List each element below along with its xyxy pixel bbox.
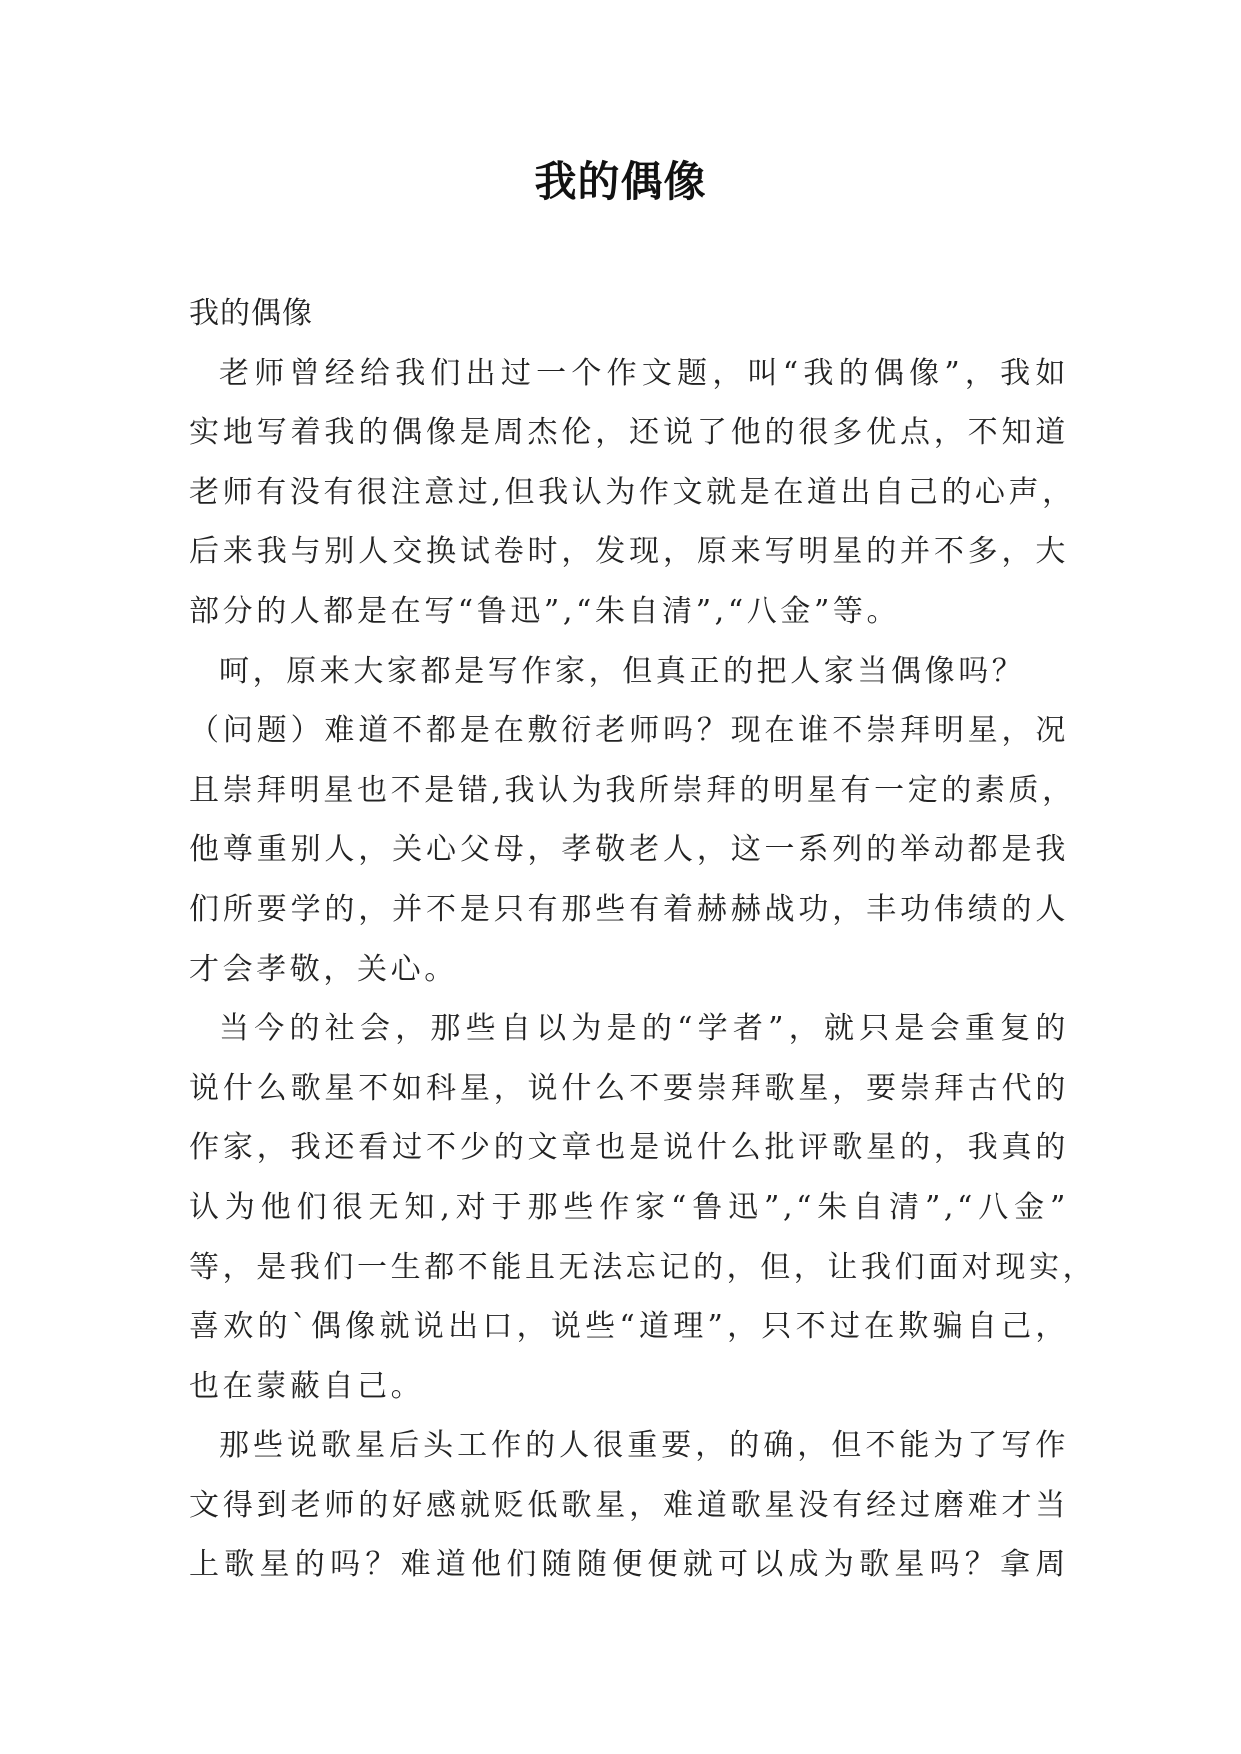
body-heading: 我的偶像	[189, 296, 313, 331]
text-line: 文得到老师的好感就贬低歌星，难道歌星没有经过磨难才当	[189, 1487, 1069, 1523]
document-body	[189, 284, 1097, 1595]
text-line: 老师有没有很注意过,但我认为作文就是在道出自己的心声，	[189, 474, 1076, 510]
text-line: 作家，我还看过不少的文章也是说什么批评歌星的，我真的	[189, 1130, 1069, 1166]
text-line: 也在蒙蔽自己。	[189, 1368, 425, 1404]
text-line: 那些说歌星后头工作的人很重要，的确，但不能为了写作	[219, 1428, 1069, 1464]
document-title: 我的偶像	[534, 157, 707, 206]
text-line: 实地写着我的偶像是周杰伦，还说了他的很多优点，不知道	[189, 415, 1069, 451]
text-line: 等，是我们一生都不能且无法忘记的，但，让我们面对现实，	[189, 1249, 1097, 1285]
text-line: （问题）难道不都是在敷衍老师吗？现在谁不崇拜明星，况	[189, 713, 1069, 749]
text-line: 呵，原来大家都是写作家，但真正的把人家当偶像吗？	[219, 653, 1026, 689]
text-line: 上歌星的吗？难道他们随随便便就可以成为歌星吗？拿周	[189, 1547, 1069, 1583]
text-line: 部分的人都是在写“鲁迅”,“朱自清”,“八金”等。	[189, 593, 901, 629]
text-line: 且崇拜明星也不是错,我认为我所崇拜的明星有一定的素质，	[189, 772, 1076, 808]
text-line: 老师曾经给我们出过一个作文题，叫“我的偶像”，我如	[219, 355, 1069, 391]
text-line: 喜欢的`偶像就说出口，说些“道理”，只不过在欺骗自己，	[189, 1309, 1069, 1345]
text-line: 才会孝敬，关心。	[189, 951, 458, 987]
text-line: 他尊重别人，关心父母，孝敬老人，这一系列的举动都是我	[189, 832, 1069, 868]
text-line: 后来我与别人交换试卷时，发现，原来写明星的并不多，大	[189, 534, 1069, 570]
text-line: 们所要学的，并不是只有那些有着赫赫战功，丰功伟绩的人	[189, 891, 1069, 927]
text-line: 认为他们很无知,对于那些作家“鲁迅”,“朱自清”,“八金”	[189, 1189, 1069, 1225]
text-line: 说什么歌星不如科星，说什么不要崇拜歌星，要崇拜古代的	[189, 1070, 1069, 1106]
text-line: 当今的社会，那些自以为是的“学者”，就只是会重复的	[219, 1011, 1069, 1047]
